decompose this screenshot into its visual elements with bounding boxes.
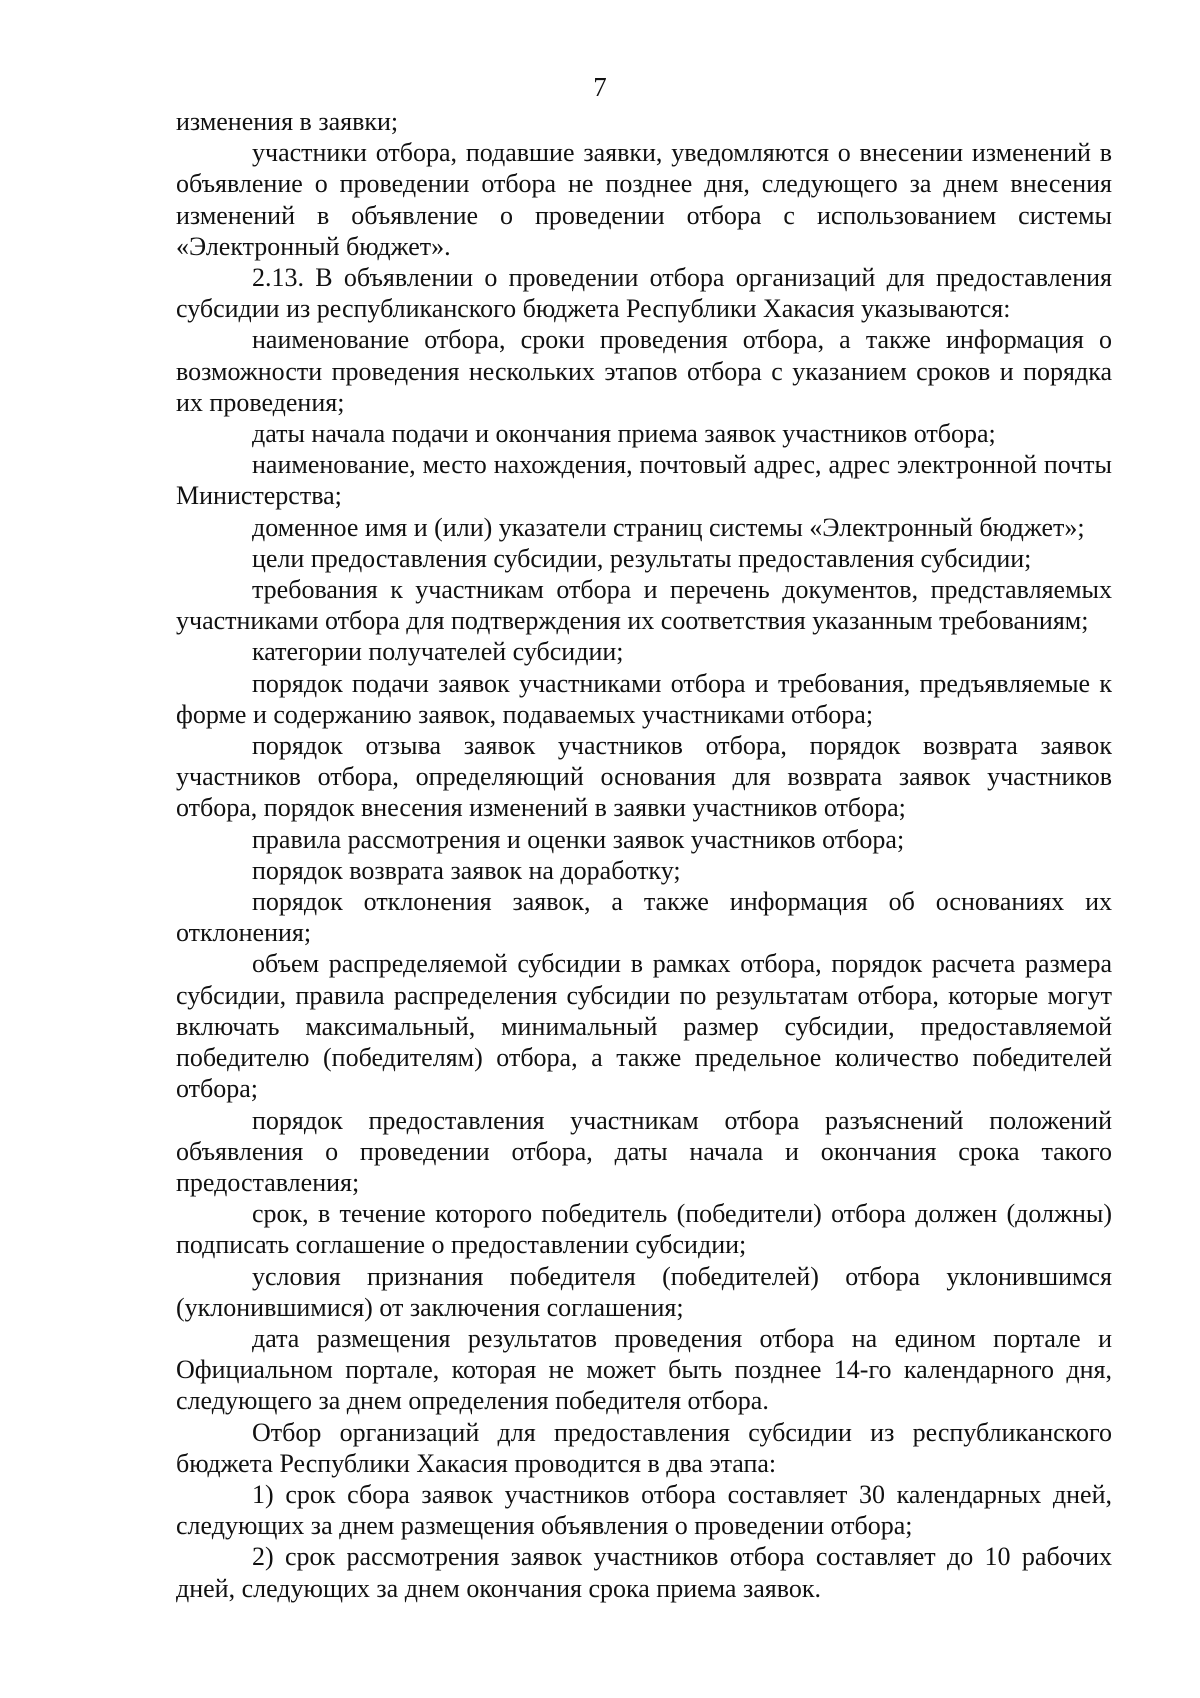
document-body (176, 106, 1112, 1604)
paragraph-20: дата размещения результатов проведения отбора на едином портале и Официальном портале, которая не может быть позднее 14-го календарного дня, следующего за днем определения победителя отбора. (176, 1323, 1112, 1416)
paragraph-17: порядок предоставления участникам отбора разъяснений положений объявления о проведении отбора, даты начала и окончания срока такого предоставления; (176, 1105, 1112, 1197)
paragraph-14: порядок возврата заявок на доработку; (252, 855, 681, 885)
paragraph-11: порядок подачи заявок участниками отбора и требования, предъявляемые к форме и содержанию заявок, подаваемых участниками отбора; (176, 668, 1112, 729)
paragraph-1: изменения в заявки; (176, 107, 399, 136)
paragraph-2: участники отбора, подавшие заявки, уведомляются о внесении изменений в объявление о проведении отбора не позднее дня, следующего за днем внесения изменений в объявление о проведении отбора с использованием системы «Электронный бюджет». (176, 138, 1112, 261)
paragraph-7: доменное имя и (или) указатели страниц системы «Электронный бюджет»; (252, 512, 1085, 542)
paragraph-21: Отбор организаций для предоставления субсидии из республиканского бюджета Республики Хакасия проводится в два этапа: (176, 1417, 1112, 1478)
paragraph-19: условия признания победителя (победителей) отбора уклонившимся (уклонившимися) от заключения соглашения; (176, 1261, 1112, 1322)
paragraph-8: цели предоставления субсидии, результаты предоставления субсидии; (252, 543, 1032, 573)
paragraph-22: 1) срок сбора заявок участников отбора составляет 30 календарных дней, следующих за днем размещения объявления о проведении отбора; (176, 1479, 1112, 1541)
paragraph-6: наименование, место нахождения, почтовый адрес, адрес электронной почты Министерства; (176, 450, 1112, 511)
paragraph-23: 2) срок рассмотрения заявок участников отбора составляет до 10 рабочих дней, следующих за днем окончания срока приема заявок. (176, 1542, 1112, 1603)
paragraph-9: требования к участникам отбора и перечень документов, представляемых участниками отбора для подтверждения их соответствия указанным требованиям; (176, 575, 1112, 636)
paragraph-5: даты начала подачи и окончания приема заявок участников отбора; (252, 419, 996, 449)
paragraph-4: наименование отбора, сроки проведения отбора, а также информация о возможности проведения нескольких этапов отбора с указанием сроков и порядка их проведения; (176, 325, 1112, 417)
paragraph-13: правила рассмотрения и оценки заявок участников отбора; (252, 824, 905, 854)
paragraph-3: 2.13. В объявлении о проведении отбора организаций для предоставления субсидии из республиканского бюджета Республики Хакасия указываются: (176, 263, 1112, 324)
paragraph-12: порядок отзыва заявок участников отбора, порядок возврата заявок участников отбора, определяющий основания для возврата заявок участников отбора, порядок внесения изменений в заявки участников отбора; (176, 731, 1112, 823)
page-number: 7 (593, 72, 607, 102)
paragraph-16: объем распределяемой субсидии в рамках отбора, порядок расчета размера субсидии, правила распределения субсидии по результатам отбора, которые могут включать максимальный, минимальный размер субсидии, предоставляемой победителю (победителям) отбора, а также предельное количество победителей отбора; (176, 949, 1112, 1104)
paragraph-15: порядок отклонения заявок, а также информация об основаниях их отклонения; (176, 887, 1112, 948)
paragraph-18: срок, в течение которого победитель (победители) отбора должен (должны) подписать соглашение о предоставлении субсидии; (176, 1199, 1112, 1260)
paragraph-10: категории получателей субсидии; (252, 637, 624, 667)
